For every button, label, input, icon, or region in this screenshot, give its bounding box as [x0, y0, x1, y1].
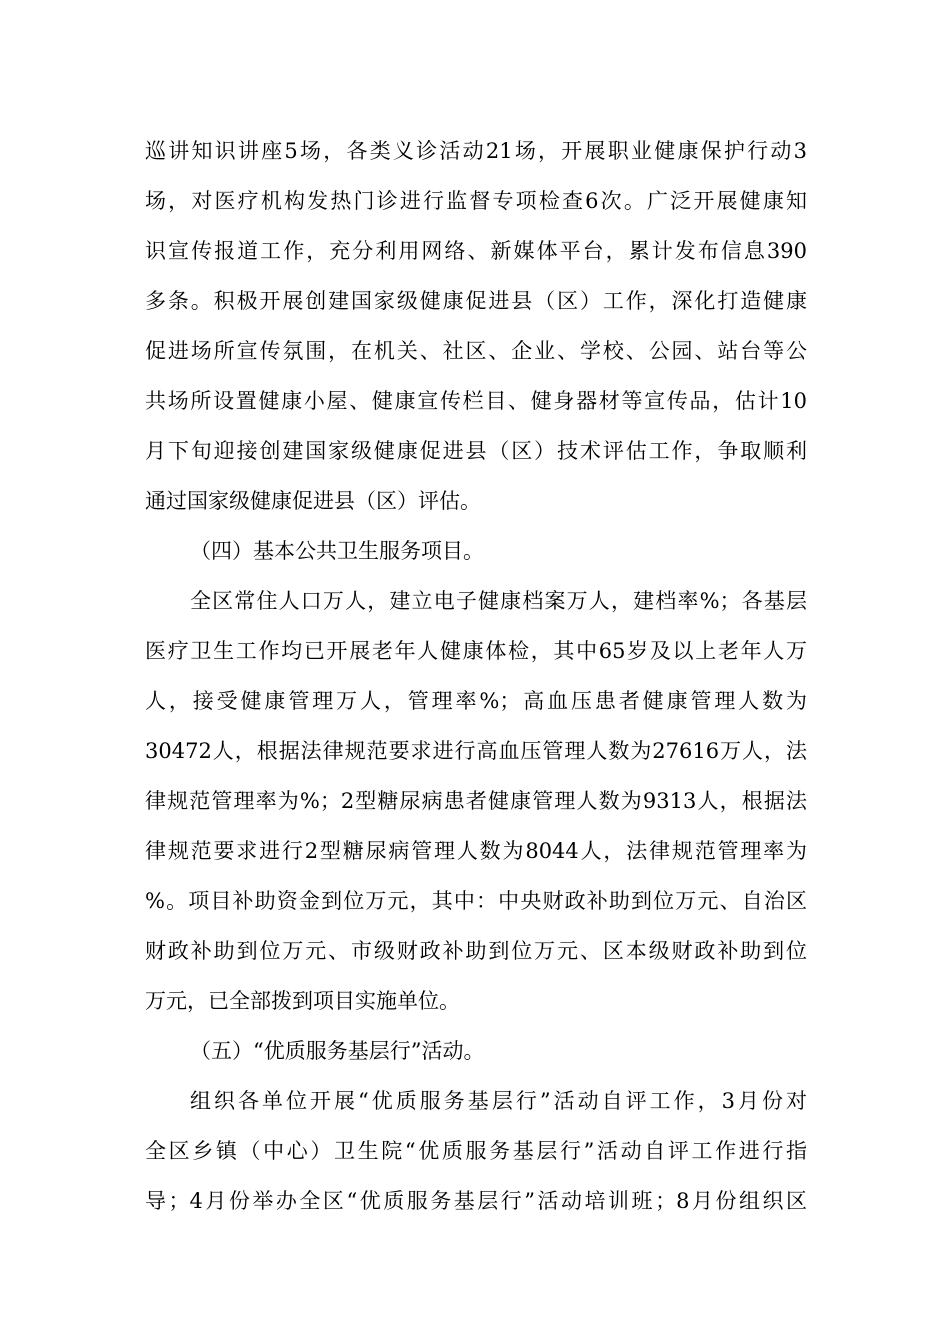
paragraph-line: 导；4月份举办全区“优质服务基层行”活动培训班；8月份组织区 — [145, 1189, 807, 1213]
paragraph-line: 财政补助到位万元、市级财政补助到位万元、区本级财政补助到位 — [145, 939, 807, 963]
section-heading: （四）基本公共卫生服务项目。 — [190, 539, 484, 563]
paragraph-line: 多条。积极开展创建国家级健康促进县（区）工作，深化打造健康 — [145, 289, 807, 313]
paragraph-line: 组织各单位开展“优质服务基层行”活动自评工作，3月份对 — [190, 1089, 807, 1113]
paragraph-line: 全区常住人口万人，建立电子健康档案万人，建档率%；各基层 — [190, 589, 807, 613]
paragraph-line: 人，接受健康管理万人，管理率%；高血压患者健康管理人数为 — [145, 689, 807, 713]
paragraph-line: 律规范管理率为%；2型糖尿病患者健康管理人数为9313人，根据法 — [145, 789, 807, 813]
paragraph-line: 30472人，根据法律规范要求进行高血压管理人数为27616万人，法 — [145, 739, 807, 763]
paragraph-line: 律规范要求进行2型糖尿病管理人数为8044人，法律规范管理率为 — [145, 839, 807, 863]
paragraph-line: 通过国家级健康促进县（区）评估。 — [145, 489, 481, 513]
paragraph-line: 月下旬迎接创建国家级健康促进县（区）技术评估工作，争取顺利 — [145, 439, 807, 463]
paragraph-line: 促进场所宣传氛围，在机关、社区、企业、学校、公园、站台等公 — [145, 339, 807, 363]
paragraph-line: 医疗卫生工作均已开展老年人健康体检，其中65岁及以上老年人万 — [145, 639, 807, 663]
paragraph-line: 识宣传报道工作，充分利用网络、新媒体平台，累计发布信息390 — [145, 239, 807, 263]
paragraph-line: 场，对医疗机构发热门诊进行监督专项检查6次。广泛开展健康知 — [145, 189, 807, 213]
paragraph-line: 巡讲知识讲座5场，各类义诊活动21场，开展职业健康保护行动3 — [145, 139, 807, 163]
paragraph-line: %。项目补助资金到位万元，其中：中央财政补助到位万元、自治区 — [145, 889, 807, 913]
section-heading: （五）“优质服务基层行”活动。 — [190, 1039, 485, 1063]
paragraph-line: 万元，已全部拨到项目实施单位。 — [145, 989, 460, 1013]
paragraph-line: 共场所设置健康小屋、健康宣传栏目、健身器材等宣传品，估计10 — [145, 389, 807, 413]
paragraph-line: 全区乡镇（中心）卫生院“优质服务基层行”活动自评工作进行指 — [145, 1139, 807, 1163]
